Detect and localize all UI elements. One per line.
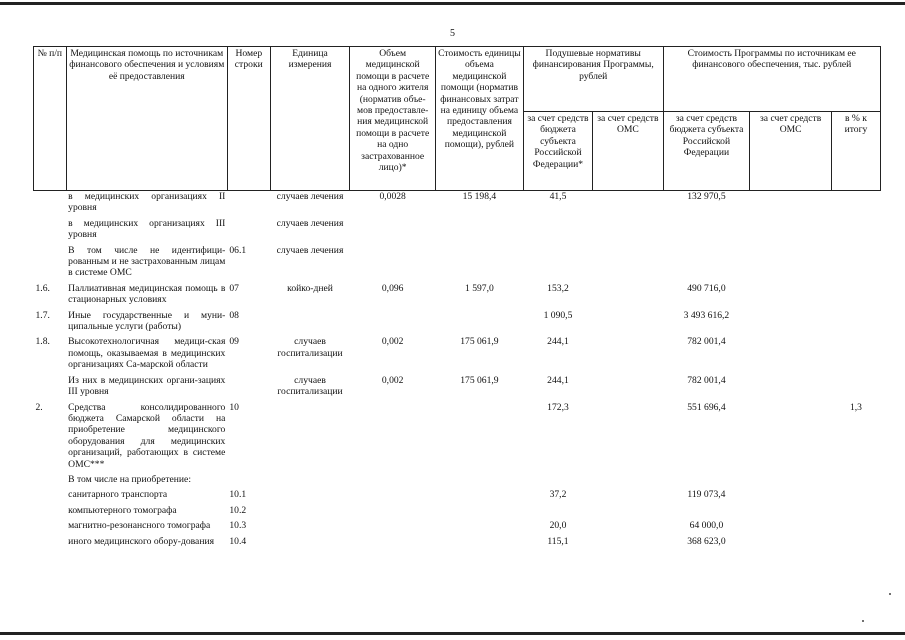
cell-cost-oms — [750, 191, 832, 218]
cell-unit-cost — [436, 402, 524, 474]
cell-cost-oms — [750, 402, 832, 474]
cell-cost-budget: 490 716,0 — [687, 282, 726, 294]
header-num: № п/п — [34, 47, 67, 191]
cell-cost-pct — [831, 474, 880, 489]
cell-volume — [350, 505, 436, 520]
cell-name: Иные государственные и муни-ципальные услуги (работы) — [68, 309, 226, 333]
table-row — [34, 375, 881, 402]
cell-volume — [350, 310, 436, 337]
cell-num — [34, 218, 67, 245]
scan-speck — [862, 620, 864, 622]
cell-unit — [270, 402, 350, 474]
cell-cost-pct — [831, 310, 880, 337]
cell-unit-cost: 15 198,4 — [462, 191, 497, 202]
cell-cost-pct — [831, 336, 880, 374]
cell-row-number: 10.4 — [229, 535, 247, 547]
cell-cost-pct — [831, 218, 880, 245]
cell-cost-oms — [750, 489, 832, 504]
header-norm-oms: за счет средств ОМС — [593, 112, 663, 191]
cell-norm-budget — [523, 218, 592, 245]
cell-cost-oms — [750, 375, 832, 402]
cell-unit-cost — [436, 536, 524, 551]
table-row — [34, 489, 881, 504]
cell-unit-cost — [436, 520, 524, 535]
cell-norm-budget — [523, 245, 592, 283]
cell-row-number: 08 — [229, 309, 239, 321]
cell-volume — [350, 402, 436, 474]
cell-num: 1.8. — [35, 336, 50, 348]
cell-norm-budget: 20,0 — [549, 520, 567, 532]
cell-cost-pct — [831, 375, 880, 402]
cell-norm-budget — [523, 505, 592, 520]
cell-unit: случаев лечения — [276, 191, 344, 202]
cell-row-number: 10.2 — [229, 504, 247, 516]
header-volume: Объем медицинской помощи в расчете на одного жителя (норматив объе-мов предоставле-ния медицинской помощи в расчете на одно застрахованное лицо)* — [350, 47, 436, 191]
cell-cost-pct — [831, 245, 880, 283]
cell-cost-budget: 119 073,4 — [687, 489, 726, 501]
cell-name: в медицинских организациях II уровня — [68, 191, 226, 214]
cell-cost-budget: 132 970,5 — [687, 191, 726, 202]
top-rule — [0, 2, 905, 5]
cell-row-number — [227, 474, 270, 489]
cell-norm-oms — [593, 489, 663, 504]
cell-name: Из них в медицинских органи-зациях III уровня — [68, 374, 226, 398]
cell-row-number: 10 — [229, 401, 239, 413]
cell-cost-oms — [750, 520, 832, 535]
cell-row-number — [227, 218, 270, 245]
cell-cost-pct — [831, 520, 880, 535]
cell-norm-budget: 153,2 — [547, 282, 569, 294]
cell-num: 1.6. — [35, 282, 50, 294]
cell-num — [34, 520, 67, 535]
cell-unit-cost — [436, 474, 524, 489]
table-row — [34, 536, 881, 551]
cell-cost-oms — [750, 245, 832, 283]
scan-speck — [889, 593, 891, 595]
header-program-cost: Стоимость Программы по источникам ее финансового обеспечения, тыс. рублей — [663, 47, 880, 112]
table-body — [34, 191, 881, 551]
cell-norm-budget: 37,2 — [549, 489, 567, 501]
cell-num — [34, 505, 67, 520]
cell-unit — [270, 310, 350, 337]
cell-row-number: 10.1 — [229, 489, 247, 501]
table-row — [34, 191, 881, 218]
cell-cost-budget: 551 696,4 — [687, 401, 726, 413]
table-row — [34, 520, 881, 535]
cell-norm-budget: 41,5 — [549, 191, 567, 202]
cell-cost-budget — [663, 474, 750, 489]
cell-volume: 0,096 — [381, 282, 404, 294]
cell-cost-budget — [663, 218, 750, 245]
cell-norm-oms — [593, 474, 663, 489]
cell-row-number — [227, 375, 270, 402]
cell-cost-pct — [831, 283, 880, 310]
cell-name: иного медицинского обору-дования — [68, 535, 214, 547]
cell-cost-oms — [750, 218, 832, 245]
cell-num — [34, 191, 67, 218]
cell-volume — [350, 536, 436, 551]
cell-num — [34, 489, 67, 504]
cell-num — [34, 245, 67, 283]
cell-norm-oms — [593, 310, 663, 337]
cell-norm-oms — [593, 375, 663, 402]
cell-row-number: 10.3 — [229, 520, 247, 532]
cell-cost-budget: 782 001,4 — [687, 374, 726, 386]
cell-norm-budget: 1 090,5 — [543, 309, 573, 321]
table-row — [34, 245, 881, 283]
cell-unit: случаев госпитализации — [277, 336, 343, 359]
cell-volume: 0,002 — [381, 374, 404, 386]
cell-norm-budget: 172,3 — [547, 401, 569, 413]
cell-cost-oms — [750, 536, 832, 551]
cell-unit-cost: 175 061,9 — [460, 336, 499, 348]
table-row — [34, 283, 881, 310]
cell-norm-oms — [593, 402, 663, 474]
cell-unit — [270, 489, 350, 504]
cell-cost-oms — [750, 474, 832, 489]
cell-num — [34, 536, 67, 551]
cell-row-number: 07 — [229, 282, 239, 294]
table-row — [34, 505, 881, 520]
cell-cost-budget: 368 623,0 — [687, 535, 726, 547]
cell-name: В том числе не идентифици-рованным и не застрахованным лицам в системе ОМС — [68, 244, 226, 279]
cell-name: в медицинских организациях III уровня — [68, 217, 226, 241]
cell-cost-pct — [831, 536, 880, 551]
cell-cost-budget: 64 000,0 — [689, 520, 724, 532]
header-cost-oms: за счет средств ОМС — [750, 112, 832, 191]
cell-row-number — [227, 191, 270, 218]
header-unit-cost: Стоимость единицы объема медицинской помощи (норматив финансовых затрат на единицу объема предоставления медицинской помощи), рублей — [436, 47, 524, 191]
header-per-capita-norms: Подушевые нормативы финансирования Программы, рублей — [523, 47, 663, 112]
header-norm-budget: за счет средств бюджета субъекта Российской Федерации* — [523, 112, 592, 191]
cell-cost-oms — [750, 310, 832, 337]
cell-cost-budget: 3 493 616,2 — [683, 309, 730, 321]
header-medical-help: Медицинская помощь по источникам финансового обеспечения и условиям её предоставления — [66, 47, 227, 191]
cell-norm-oms — [593, 283, 663, 310]
cell-volume — [350, 245, 436, 283]
cell-name: компьютерного томографа — [68, 504, 177, 516]
table-row — [34, 218, 881, 245]
cell-unit — [270, 474, 350, 489]
cell-cost-pct — [831, 489, 880, 504]
cell-cost-budget — [663, 245, 750, 283]
cell-name: Высокотехнологичная медици-ская помощь, оказываемая в медицинских организациях Са-марской области — [68, 336, 226, 371]
cell-unit-cost — [436, 505, 524, 520]
cell-volume — [350, 218, 436, 245]
cell-unit-cost — [436, 218, 524, 245]
cell-volume — [350, 474, 436, 489]
cell-norm-oms — [593, 336, 663, 374]
cell-norm-oms — [593, 520, 663, 535]
cell-norm-budget: 244,1 — [547, 374, 569, 386]
cell-name: санитарного транспорта — [68, 489, 168, 501]
cell-num — [34, 474, 67, 489]
cell-norm-oms — [593, 245, 663, 283]
cell-unit — [270, 505, 350, 520]
cell-unit: случаев лечения — [276, 244, 344, 256]
bottom-rule — [0, 632, 905, 635]
cell-norm-oms — [593, 505, 663, 520]
header-cost-pct: в % к итогу — [831, 112, 880, 191]
cell-norm-oms — [593, 191, 663, 218]
cell-name: магнитно-резонансного томографа — [68, 520, 211, 532]
table-row — [34, 310, 881, 337]
cell-name: В том числе на приобретение: — [68, 473, 191, 485]
cell-unit-cost — [436, 310, 524, 337]
table-row — [34, 402, 881, 474]
table-row — [34, 474, 881, 489]
page-number: 5 — [450, 28, 455, 39]
header-unit: Единица измерения — [270, 47, 350, 191]
cell-cost-oms — [750, 336, 832, 374]
header-cost-budget: за счет средств бюджета субъекта Российской Федерации — [663, 112, 750, 191]
cell-unit-cost — [436, 489, 524, 504]
cell-row-number: 09 — [229, 336, 239, 348]
cell-norm-budget: 115,1 — [547, 535, 569, 547]
cell-cost-oms — [750, 505, 832, 520]
cell-cost-budget: 782 001,4 — [687, 336, 726, 348]
cell-unit: случаев лечения — [276, 217, 344, 229]
cell-volume: 0,002 — [381, 336, 404, 348]
cell-unit-cost: 175 061,9 — [460, 374, 499, 386]
table-row — [34, 336, 881, 374]
cell-unit: случаев госпитализации — [277, 374, 343, 398]
cell-num: 1.7. — [35, 309, 50, 321]
cell-cost-pct: 1,3 — [849, 401, 862, 413]
cell-volume — [350, 489, 436, 504]
cell-norm-budget — [523, 474, 592, 489]
cell-cost-oms — [750, 283, 832, 310]
cell-norm-oms — [593, 218, 663, 245]
cell-num: 2. — [35, 401, 43, 413]
program-cost-table — [33, 46, 881, 551]
header-row-number: Номер строки — [227, 47, 270, 191]
cell-norm-oms — [593, 536, 663, 551]
cell-cost-pct — [831, 191, 880, 218]
cell-name: Средства консолидированного бюджета Самарской области на приобретение медицинского оборудования для медицинских организаций, работающих в системе ОМС*** — [68, 401, 226, 470]
cell-unit-cost — [436, 245, 524, 283]
cell-name: Паллиативная медицинская помощь в стационарных условиях — [68, 282, 226, 306]
cell-unit — [270, 536, 350, 551]
cell-norm-budget: 244,1 — [547, 336, 569, 348]
cell-unit — [270, 520, 350, 535]
cell-num — [34, 375, 67, 402]
cell-cost-pct — [831, 505, 880, 520]
cell-cost-budget — [663, 505, 750, 520]
cell-row-number: 06.1 — [229, 244, 247, 256]
cell-unit-cost: 1 597,0 — [465, 282, 494, 294]
cell-volume — [350, 520, 436, 535]
header-row-1 — [34, 47, 881, 112]
cell-volume: 0,0028 — [379, 191, 406, 202]
cell-unit: койко-дней — [287, 282, 333, 294]
